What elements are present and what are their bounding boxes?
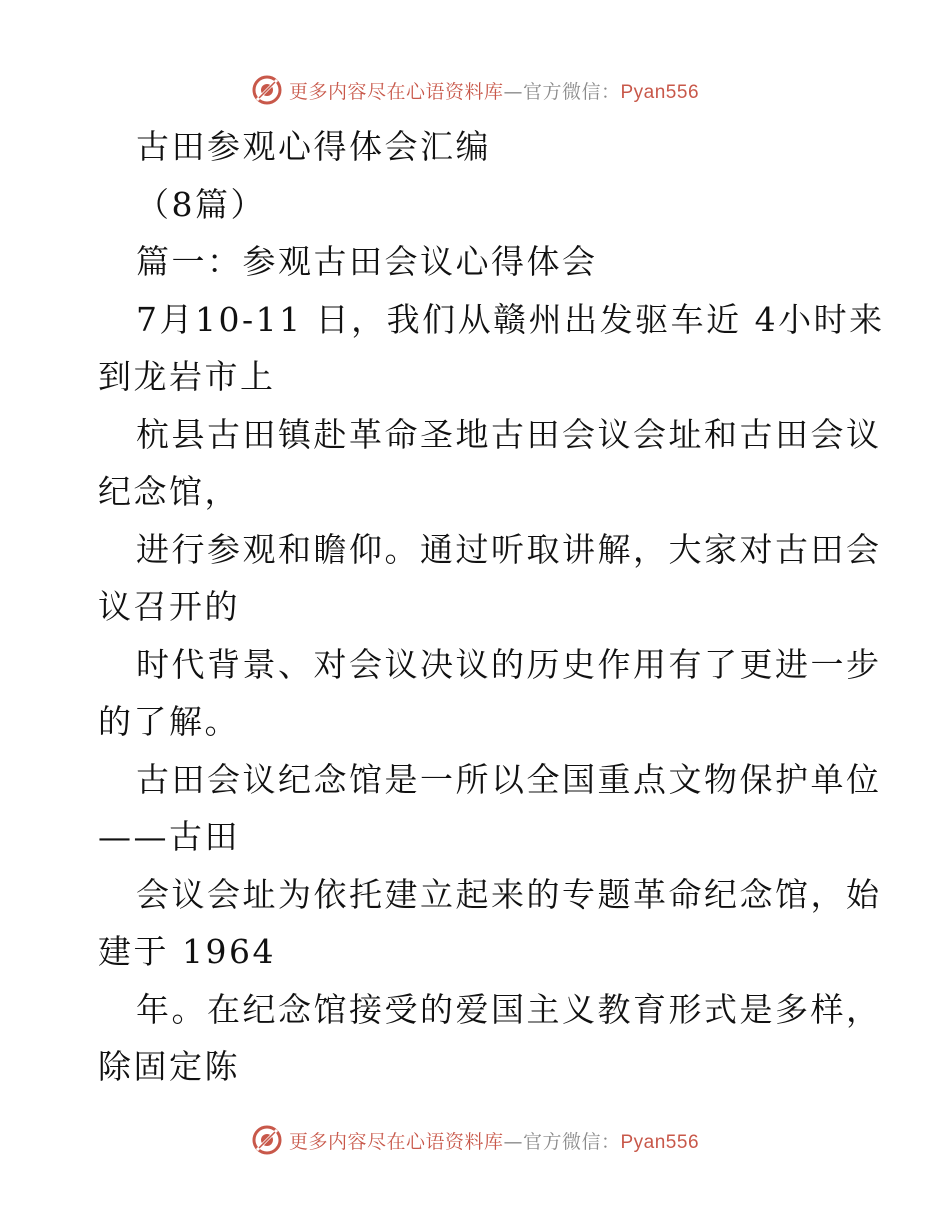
- brand-logo-icon: [251, 74, 283, 106]
- watermark-text: [289, 1127, 699, 1154]
- watermark-brand: 更多内容尽在心语资料库: [288, 80, 504, 103]
- text-line: 纪念馆，: [98, 472, 240, 511]
- text-line: 议召开的: [98, 587, 240, 626]
- text-line: 杭县古田镇赴革命圣地古田会议会址和古田会议: [136, 414, 882, 454]
- text-line: 除固定陈: [98, 1047, 240, 1086]
- footer-watermark: [0, 1120, 950, 1160]
- watermark-dash: —: [503, 1130, 523, 1153]
- text-line: 到龙岩市上: [98, 357, 276, 396]
- text-line: ——古田: [98, 817, 240, 856]
- text-line: 进行参观和瞻仰。通过听取讲解，大家对古田会: [136, 529, 882, 569]
- watermark-contact-id: Pyan556: [620, 81, 700, 103]
- watermark-contact-label: 官方微信：: [522, 1130, 621, 1153]
- watermark-dash: —: [503, 80, 523, 103]
- text-line: 的了解。: [98, 702, 240, 741]
- text-line: 年。在纪念馆接受的爱国主义教育形式是多样，: [136, 989, 882, 1029]
- watermark-text: [289, 77, 699, 104]
- document-body: [98, 118, 885, 1096]
- brand-logo-icon: [251, 1124, 283, 1156]
- paragraph-lines: [98, 291, 885, 1096]
- text-line: 7月10-11 日，我们从赣州出发驱车近 4小时来: [136, 299, 885, 339]
- watermark-contact-label: 官方微信：: [522, 80, 621, 103]
- text-line: 会议会址为依托建立起来的专题革命纪念馆，始: [136, 874, 882, 914]
- document-title: 古田参观心得体会汇编: [136, 127, 491, 166]
- header-watermark: [0, 70, 950, 110]
- text-line: 建于 1964: [98, 932, 276, 971]
- document-count: （8篇）: [136, 184, 266, 224]
- text-line: 古田会议纪念馆是一所以全国重点文物保护单位: [136, 759, 882, 799]
- text-line: 时代背景、对会议决议的历史作用有了更进一步: [136, 644, 882, 684]
- section-heading: 篇一：参观古田会议心得体会: [136, 242, 598, 281]
- watermark-contact-id: Pyan556: [620, 1131, 700, 1153]
- watermark-brand: 更多内容尽在心语资料库: [288, 1130, 504, 1153]
